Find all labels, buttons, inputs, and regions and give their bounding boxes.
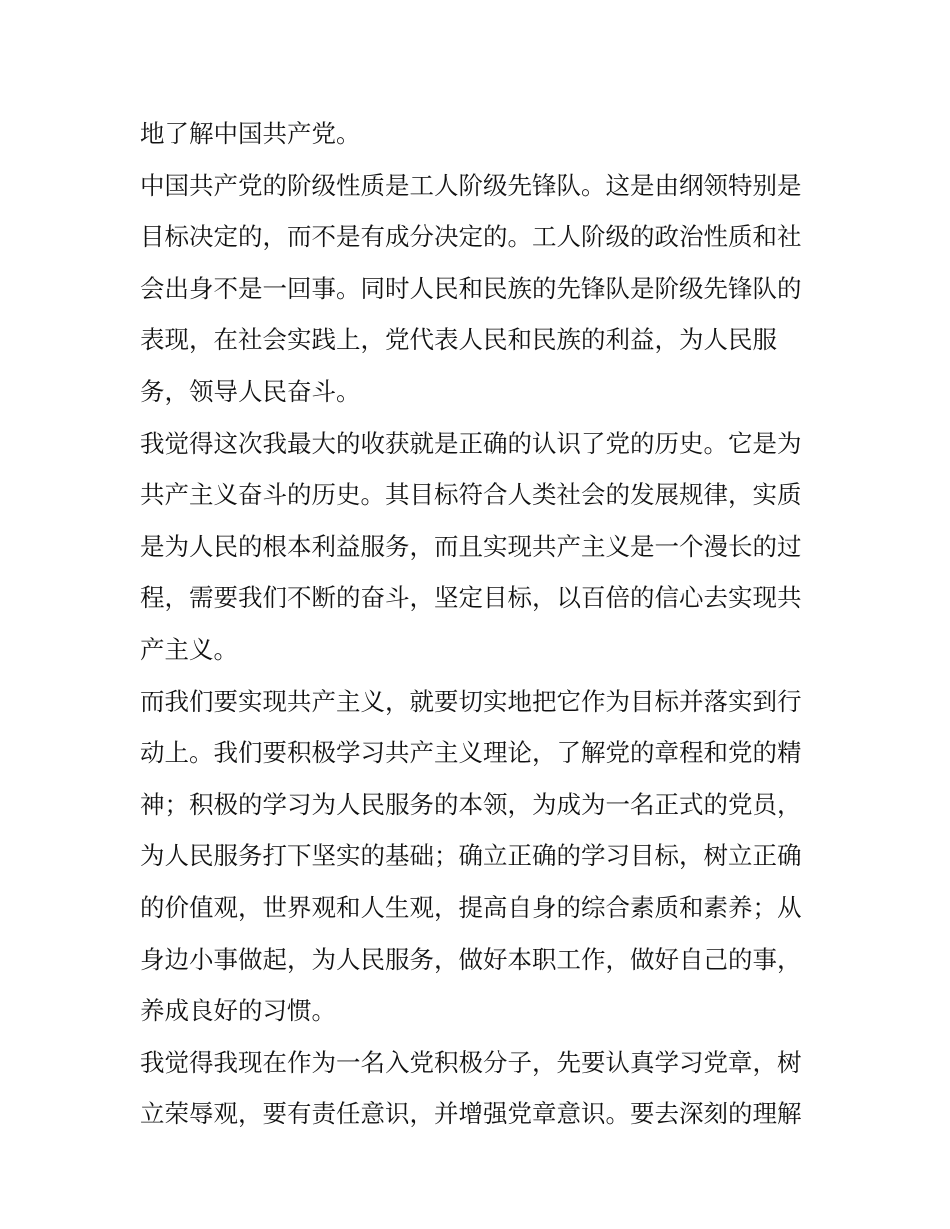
body-text bbox=[140, 108, 820, 1140]
text-line: 动上。我们要积极学习共产主义理论，了解党的章程和党的精 bbox=[140, 738, 802, 768]
text-line: 立荣辱观，要有责任意识，并增强党章意识。要去深刻的理解 bbox=[140, 1099, 802, 1129]
text-line: 我觉得这次我最大的收获就是正确的认识了党的历史。它是为 bbox=[140, 428, 802, 458]
text-line: 中国共产党的阶级性质是工人阶级先锋队。这是由纲领特别是 bbox=[140, 170, 802, 200]
text-line: 我觉得我现在作为一名入党积极分子，先要认真学习党章，树 bbox=[140, 1047, 802, 1077]
text-line: 神；积极的学习为人民服务的本领，为成为一名正式的党员， bbox=[140, 789, 802, 819]
text-line: 而我们要实现共产主义，就要切实地把它作为目标并落实到行 bbox=[140, 686, 802, 716]
text-line: 养成良好的习惯。 bbox=[140, 996, 336, 1026]
text-line: 共产主义奋斗的历史。其目标符合人类社会的发展规律，实质 bbox=[140, 480, 802, 510]
text-line: 程，需要我们不断的奋斗，坚定目标，以百倍的信心去实现共 bbox=[140, 583, 802, 613]
text-line: 务，领导人民奋斗。 bbox=[140, 376, 361, 406]
text-line: 是为人民的根本利益服务，而且实现共产主义是一个漫长的过 bbox=[140, 531, 802, 561]
text-line: 表现，在社会实践上，党代表人民和民族的利益，为人民服 bbox=[140, 325, 777, 355]
text-line: 会出身不是一回事。同时人民和民族的先锋队是阶级先锋队的 bbox=[140, 273, 802, 303]
text-line: 产主义。 bbox=[140, 634, 238, 664]
text-line: 地了解中国共产党。 bbox=[140, 119, 361, 148]
text-line: 目标决定的，而不是有成分决定的。工人阶级的政治性质和社 bbox=[140, 222, 802, 252]
text-line: 身边小事做起，为人民服务，做好本职工作，做好自己的事， bbox=[140, 944, 802, 974]
text-line: 的价值观，世界观和人生观，提高自身的综合素质和素养；从 bbox=[140, 892, 802, 922]
text-line: 为人民服务打下坚实的基础；确立正确的学习目标，树立正确 bbox=[140, 841, 802, 871]
